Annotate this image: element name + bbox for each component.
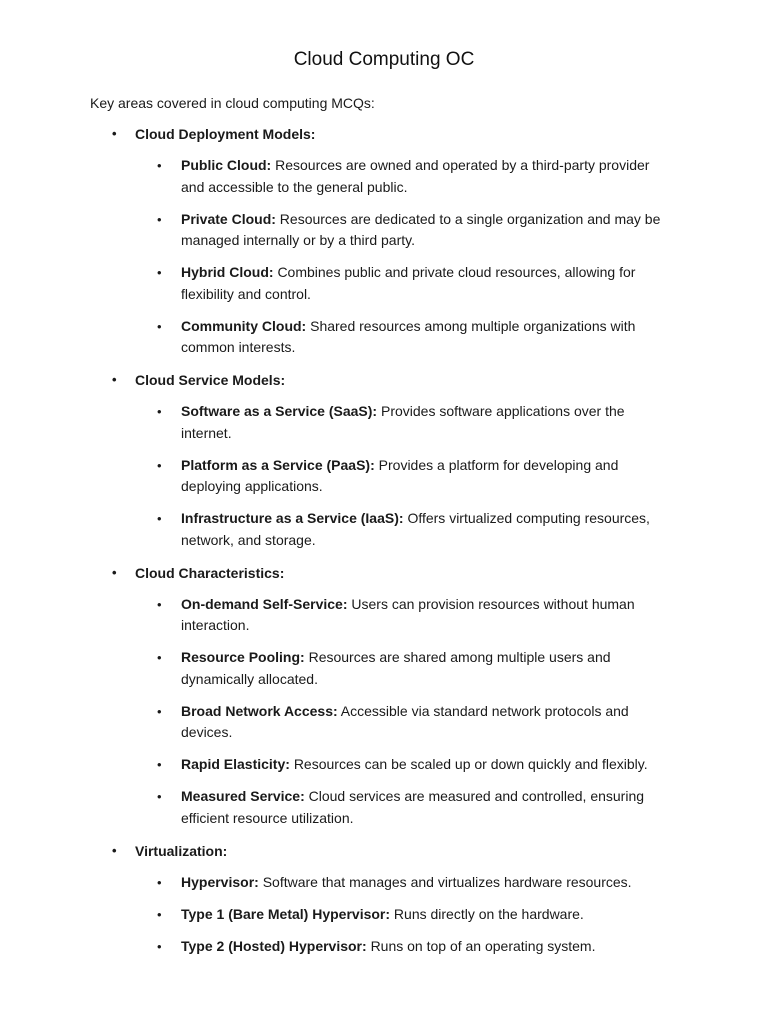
section-heading: Virtualization: [135, 842, 228, 859]
document-title: Cloud Computing OC [293, 49, 475, 70]
item-desc: Resources are shared among multiple users and dynamically allocated. [181, 649, 611, 687]
item-term: Hybrid Cloud: [181, 264, 274, 280]
section-deployment-models [0, 123, 768, 359]
section-characteristics [0, 562, 768, 830]
list-item [0, 754, 666, 776]
list-item [0, 262, 666, 305]
section-service-models [0, 369, 768, 551]
item-term: Platform as a Service (PaaS): [181, 456, 375, 473]
item-term: Measured Service: [181, 788, 305, 804]
item-desc: Runs directly on the hardware. [393, 905, 584, 922]
bullet-icon: • [157, 789, 162, 804]
item-desc: Provides a platform for developing and deploying applications. [181, 456, 619, 494]
list-item [0, 701, 666, 744]
item-desc: Shared resources among multiple organizations with common interests. [181, 317, 636, 355]
item-desc: Resources are dedicated to a single organization and may be managed internally or by a third party. [181, 210, 661, 248]
bullet-icon: • [112, 842, 117, 858]
item-list [0, 155, 768, 359]
bullet-icon: • [112, 126, 117, 141]
section-list [0, 123, 768, 968]
item-term: On-demand Self-Service: [181, 595, 348, 612]
section-virtualization [0, 840, 768, 958]
item-term: Community Cloud: [181, 317, 307, 334]
item-term: Private Cloud: [181, 210, 276, 227]
item-term: Public Cloud: [181, 157, 272, 173]
item-desc: Resources are owned and operated by a third-party provider and accessible to the general public. [181, 157, 650, 195]
item-desc: Software that manages and virtualizes hardware resources. [262, 873, 632, 890]
list-item [0, 904, 666, 926]
item-term: Broad Network Access: [181, 702, 338, 719]
list-item [0, 786, 666, 829]
bullet-icon: • [157, 596, 162, 612]
bullet-icon: • [157, 457, 162, 473]
bullet-icon: • [157, 511, 162, 526]
list-item [0, 401, 666, 444]
bullet-icon: • [157, 757, 162, 772]
bullet-icon: • [157, 211, 162, 227]
item-desc: Provides software applications over the internet. [181, 403, 625, 441]
list-item [0, 209, 666, 252]
bullet-icon: • [157, 938, 162, 954]
bullet-icon: • [157, 158, 162, 173]
bullet-icon: • [112, 372, 117, 387]
bullet-icon: • [157, 265, 162, 280]
item-term: Software as a Service (SaaS): [181, 403, 378, 419]
bullet-icon: • [157, 404, 162, 419]
item-desc: Resources can be scaled up or down quickly and flexibly. [293, 756, 648, 772]
list-item [0, 155, 666, 198]
item-desc: Cloud services are measured and controlled, ensuring efficient resource utilization. [181, 788, 645, 826]
list-item [0, 594, 666, 637]
bullet-icon: • [157, 703, 162, 719]
bullet-icon: • [157, 650, 162, 665]
item-desc: Runs on top of an operating system. [370, 937, 596, 954]
item-list [0, 872, 768, 958]
bullet-icon: • [157, 906, 162, 922]
bullet-icon: • [157, 874, 162, 890]
item-term: Hypervisor: [181, 873, 259, 890]
list-item [0, 455, 666, 498]
item-desc: Combines public and private cloud resources, allowing for flexibility and control. [181, 264, 636, 302]
item-list [0, 594, 768, 830]
item-desc: Accessible via standard network protocols and devices. [181, 702, 629, 740]
item-desc: Users can provision resources without human interaction. [181, 595, 635, 633]
list-item [0, 508, 666, 551]
list-item [0, 872, 666, 894]
item-term: Type 1 (Bare Metal) Hypervisor: [181, 905, 391, 922]
item-term: Type 2 (Hosted) Hypervisor: [181, 937, 367, 954]
item-list [0, 401, 768, 551]
item-term: Infrastructure as a Service (IaaS): [181, 510, 404, 526]
bullet-icon: • [112, 564, 117, 580]
bullet-icon: • [157, 318, 162, 334]
section-heading: Cloud Service Models: [135, 372, 286, 388]
list-item [0, 936, 666, 958]
list-item [0, 647, 666, 690]
item-term: Rapid Elasticity: [181, 756, 290, 772]
list-item [0, 316, 666, 359]
item-term: Resource Pooling: [181, 649, 305, 665]
section-heading: Cloud Characteristics: [135, 564, 285, 581]
section-heading: Cloud Deployment Models: [135, 126, 316, 142]
item-desc: Offers virtualized computing resources, network, and storage. [181, 510, 650, 548]
intro-text: Key areas covered in cloud computing MCQs: [90, 95, 375, 111]
